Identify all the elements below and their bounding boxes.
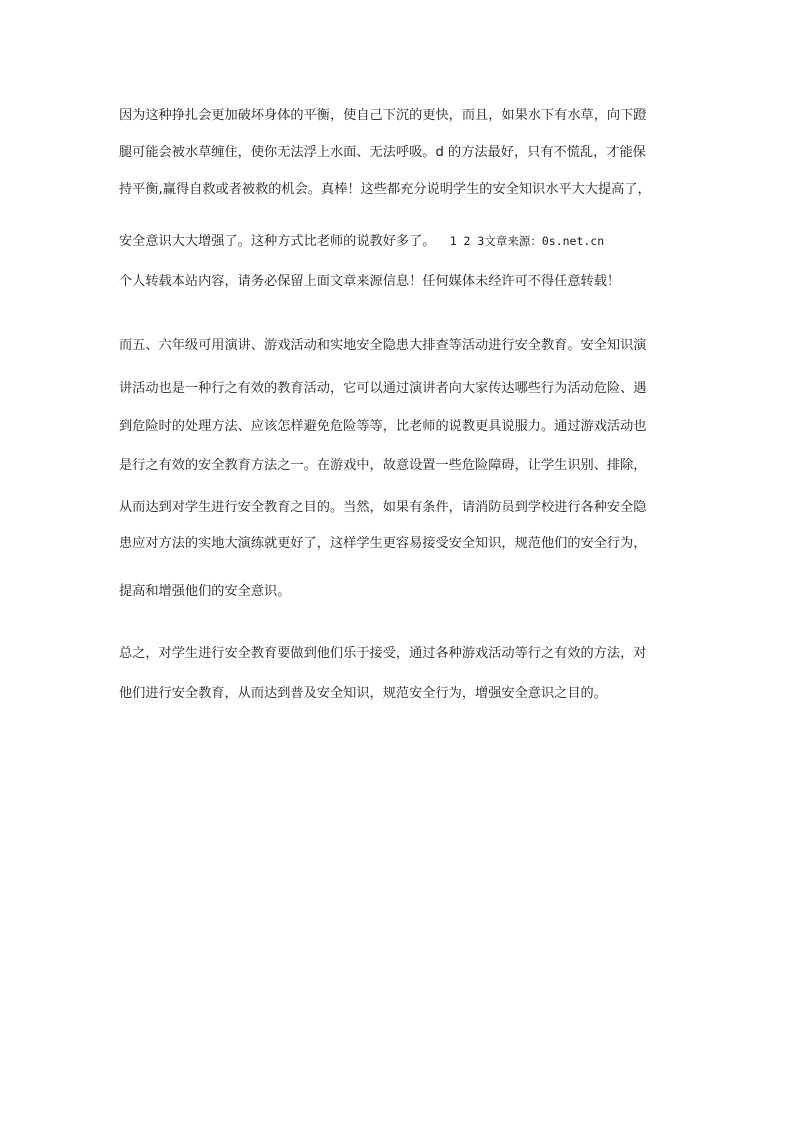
paragraph-1-line-4	[119, 233, 604, 250]
source-note: 1 2 3文章来源：0s.net.cn	[449, 234, 605, 248]
paragraph-2-line-3: 到危险时的处理方法、应该怎样避免危险等等，比老师的说教更具说服力。通过游戏活动也	[119, 419, 647, 434]
paragraph-2-line-1: 而五、六年级可用演讲、游戏活动和实地安全隐患大排查等活动进行安全教育。安全知识演	[119, 338, 647, 353]
paragraph-1-line-2: 腿可能会被水草缠住，使你无法浮上水面、无法呼吸。d 的方法最好，只有不慌乱，才能保	[119, 145, 646, 160]
paragraph-2-line-4: 是行之有效的安全教育方法之一。在游戏中，故意设置一些危险障碍，让学生识别、排除，	[119, 458, 647, 473]
paragraph-1-line-1: 因为这种挣扎会更加破坏身体的平衡，使自己下沉的更快，而且，如果水下有水草，向下蹬	[119, 108, 647, 123]
paragraph-1-line-4-text: 安全意识大大增强了。这种方式比老师的说教好多了。	[119, 234, 436, 249]
paragraph-1-line-3: 持平衡,赢得自救或者被救的机会。真棒！这些都充分说明学生的安全知识水平大大提高了，	[119, 182, 651, 197]
paragraph-3-line-2: 他们进行安全教育，从而达到普及安全知识，规范安全行为，增强安全意识之目的。	[119, 686, 607, 701]
paragraph-2-line-7: 提高和增强他们的安全意识。	[119, 584, 291, 599]
paragraph-2-line-5: 从而达到对学生进行安全教育之目的。当然，如果有条件，请消防员到学校进行各种安全隐	[119, 500, 647, 515]
repost-notice-text: 个人转载本站内容，请务必保留上面文章来源信息！任何媒体未经许可不得任意转载！	[119, 274, 621, 289]
paragraph-2-line-6: 患应对方法的实地大演练就更好了，这样学生更容易接受安全知识，规范他们的安全行为，	[119, 536, 647, 551]
paragraph-3-line-1: 总之，对学生进行安全教育要做到他们乐于接受，通过各种游戏活动等行之有效的方法，对	[119, 646, 647, 661]
paragraph-2-line-2: 讲活动也是一种行之有效的教育活动，它可以通过演讲者向大家传达哪些行为活动危险、遇	[119, 381, 647, 396]
